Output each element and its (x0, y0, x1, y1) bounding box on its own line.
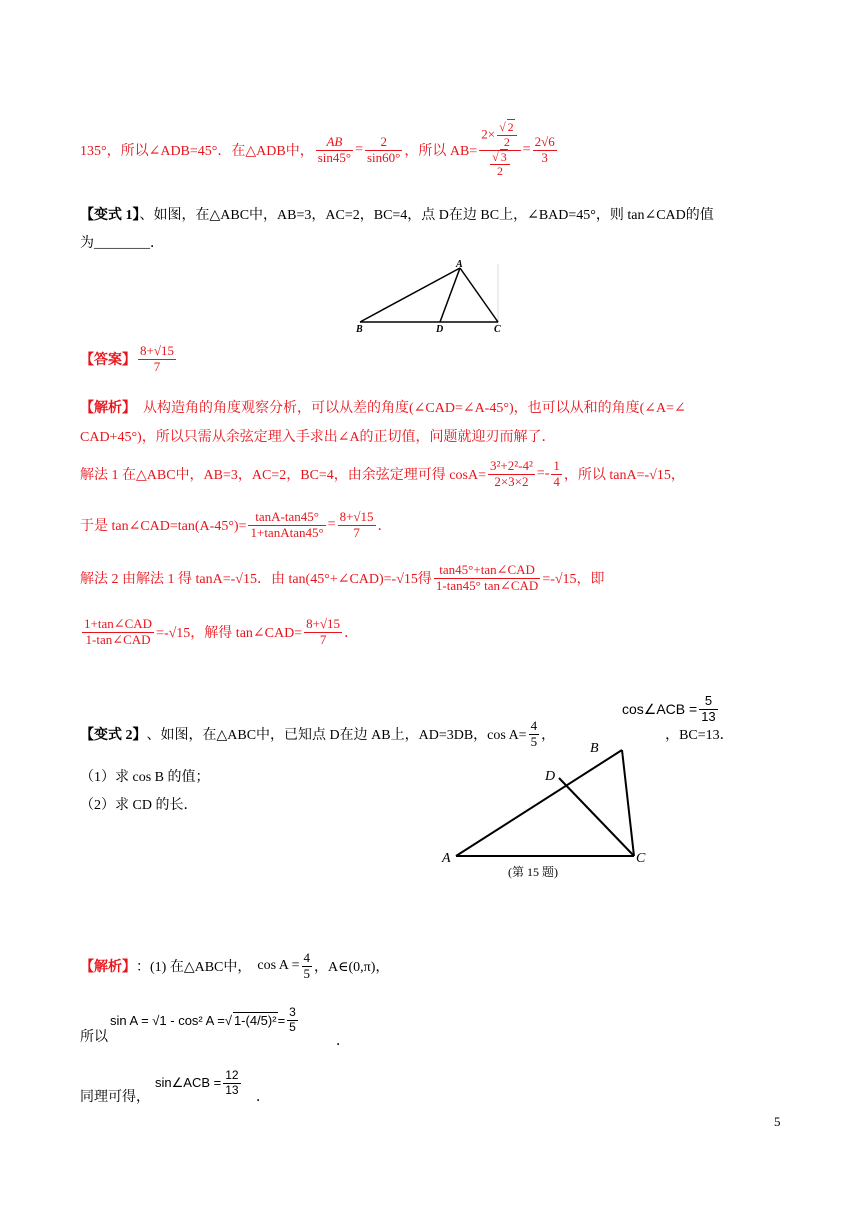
label-A: A (456, 259, 463, 270)
variant2-cosACB: cos∠ACB = $\frac{5}{13}$ (622, 693, 716, 724)
variant1-analysis-line1: 【解析】 从构造角的角度观察分析，可以从差的角度(∠CAD=∠A-45°)，也可以从和的角度(∠A=∠ (80, 401, 686, 416)
variant2-q2: （2）求 CD 的长． (80, 798, 198, 813)
label-B: B (590, 741, 599, 756)
same-text: 同理可得， (80, 1090, 150, 1105)
method2-line2: $\frac{\text{1+tan∠CAD}}{\text{1-tan∠CAD}}$ =-√15，解得 tan∠CAD= $\frac{8+√15}{7}$ ． (84, 615, 359, 647)
fraction-2-sin60: $\frac{2}{\sin 60^\circ}$ (367, 133, 401, 165)
figure-caption: (第 15 题) (508, 865, 558, 879)
fraction-result: $\frac{2√6}{3}$ (534, 133, 555, 165)
fraction-ab-sin45: $\frac{AB}{\sin 45^\circ}$ (317, 133, 352, 165)
variant1-text: 、如图，在△ABC中，AB=3，AC=2，BC=4，点 D在边 BC上，∠BAD=45°，则 tan∠CAD的值 (139, 208, 714, 223)
variant2-sinACB: sin∠ACB = $\frac{12}{13}$ (155, 1067, 239, 1097)
variant2-solution-line1: 【解析】 ：(1) 在△ABC中， cos A = $\frac{4}{5}$ ，A∈(0,π)， (80, 949, 390, 981)
variant1-question-line1 (80, 204, 714, 224)
label-C: C (636, 851, 646, 866)
variant2-sin-formula: sin A = √1 - cos² A = √ 1-(4/5)² = $\frac{3}{5}$ (110, 1004, 296, 1034)
prev-lead: 135°，所以∠ADB=45°．在△ADB中， (80, 144, 314, 159)
label-B: B (356, 324, 363, 335)
prev-mid: ，所以 AB= (404, 144, 478, 159)
variant1-label: 【变式 1】 (80, 208, 140, 223)
variant2-q1: （1）求 cos B 的值； (80, 770, 210, 785)
fraction-complex: 2× $\frac{√ 2}{2}$ $\frac{√ 3}{2}$ (479, 121, 520, 179)
suoyi-text: 所以 (80, 1030, 108, 1045)
method1-line2: 于是 tan∠CAD=tan(A-45°)= $\frac{\tan A-\tan 45^\circ}{\text{1+tanAtan45°}}$ = $\frac{8+√15}{7}$ ． (80, 508, 392, 540)
answer-fraction: $\frac{8+√15}{7}$ (140, 343, 174, 374)
label-C: C (494, 324, 501, 335)
page-number: 5 (774, 1114, 781, 1129)
method2-line1: 解法 2 由解法 1 得 tanA=-√15．由 tan(45°+∠CAD)=-√15得 $\frac{\text{tan45°+tan∠CAD}}{\text{1-tan45° tan∠CAD}}$ =-√15，即 (80, 561, 605, 593)
variant2-question-line: 【变式 2】 、如图，在△ABC中，已知点 D在边 AB上，AD=3DB，cos A= $\frac{4}{5}$ ， ，BC=13． (80, 717, 734, 749)
prev-solution-line: 135°，所以∠ADB=45°．在△ADB中， $\frac{AB}{\sin 45^\circ}$ = $\frac{2}{\sin 60^\circ}$ ，所以 AB= 2× $\frac{√ 2}{2}$ $\frac{√ 3}{2}$ = $\frac{2√6}{3}$ (80, 119, 555, 179)
variant1-answer: 【答案】 $\frac{8+√15}{7}$ (80, 343, 174, 374)
variant1-analysis-line2: CAD+45°)，所以只需从余弦定理入手求出∠A的正切值，问题就迎刃而解了． (80, 430, 556, 445)
dot-1: ． (336, 1034, 350, 1049)
label-D: D (545, 769, 556, 784)
label-D: D (436, 324, 444, 335)
label-A: A (442, 851, 451, 866)
variant1-question-line2: 为________． (80, 236, 164, 251)
variant2-triangle-figure (438, 738, 658, 888)
dot-2: ． (256, 1090, 270, 1105)
variant1-triangle-figure (350, 256, 510, 336)
method1-line1: 解法 1 在△ABC中，AB=3，AC=2，BC=4，由余弦定理可得 cosA= $\frac{\text{3²+2²-4²}}{2\times 3\times 2}$ =- $\frac{1}{4}$ ，所以 tanA=-√15， (80, 457, 685, 489)
